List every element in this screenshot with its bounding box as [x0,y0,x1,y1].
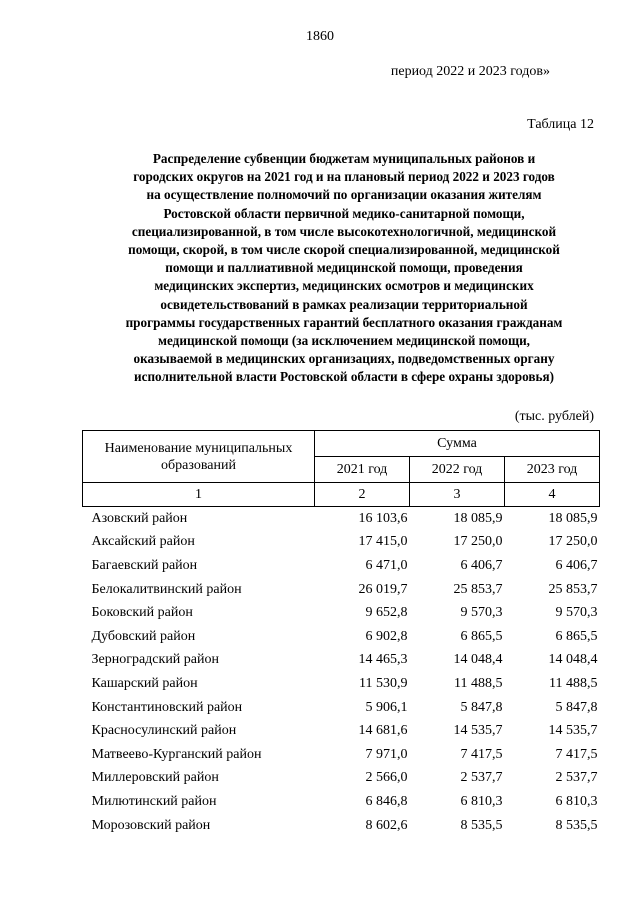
column-number: 4 [505,483,600,507]
table-label: Таблица 12 [527,117,594,132]
header-year-2023: 2023 год [505,457,600,483]
amount-2022: 11 488,5 [454,675,503,691]
column-number: 1 [83,483,315,507]
amount-2023: 14 048,4 [548,652,598,668]
title-line: городских округов на 2021 год и на плановый период 2022 и 2023 годов [133,169,555,185]
table-row [83,696,600,720]
title-line: специализированной, в том числе высокотехнологичной, медицинской [131,223,557,239]
title-line: исполнительной власти Ростовской области в сфере охраны здоровья) [134,369,554,385]
column-number: 3 [410,483,505,507]
title-line: Ростовской области первичной медико-санитарной помощи, [163,205,525,221]
table-row [83,531,600,555]
table-row [83,578,600,602]
table-row [83,601,600,625]
title-line: медицинской помощи (за исключением медицинской помощи, [158,333,530,349]
header-municipality: Наименование муниципальных образований [83,431,315,483]
table-row [83,672,600,696]
municipality-name: Красносулинский район [91,723,237,739]
amount-2022: 14 535,7 [453,723,503,739]
amount-2021: 16 103,6 [358,510,408,526]
title-line: оказываемой в медицинских организациях, подведомственных органу [133,351,555,367]
table-row [83,554,600,578]
title-line: Распределение субвенции бюджетам муниципальных районов и [152,151,536,166]
amount-2022: 25 853,7 [453,581,503,597]
amount-2023: 14 535,7 [548,723,598,739]
table-row [83,814,600,838]
amount-2022: 17 250,0 [453,534,503,550]
units-label: (тыс. рублей) [514,409,594,424]
amount-2021: 6 902,8 [365,628,408,644]
municipality-name: Миллеровский район [91,770,219,786]
title-line: помощи, скорой, в том числе скорой специализированной, медицинской [128,242,560,258]
amount-2022: 5 847,8 [460,699,503,715]
amount-2021: 5 906,1 [365,699,408,715]
amount-2022: 14 048,4 [453,652,503,668]
municipality-name: Боковский район [91,605,193,621]
table-row [83,790,600,814]
amount-2021: 26 019,7 [358,581,408,597]
municipality-name: Кашарский район [91,675,198,691]
table-title [80,150,608,387]
amount-2023: 11 488,5 [549,675,598,691]
amount-2021: 7 971,0 [365,746,408,762]
municipality-name: Константиновский район [91,699,243,715]
amount-2023: 2 537,7 [555,770,598,786]
amount-2023: 8 535,5 [555,817,598,833]
amount-2022: 6 865,5 [460,628,503,644]
table-row [83,743,600,767]
table-row [83,649,600,673]
amount-2021: 6 846,8 [365,793,408,809]
title-line: помощи и паллиативной медицинской помощи, проведения [165,260,523,276]
amount-2021: 2 566,0 [365,770,408,786]
amount-2021: 6 471,0 [365,557,408,573]
title-line: освидетельствований в рамках реализации территориальной [160,296,528,312]
title-line: медицинских экспертиз, медицинских осмотров и медицинских [154,278,534,294]
municipality-name: Матвеево-Курганский район [91,746,262,762]
amount-2023: 18 085,9 [548,510,598,526]
page-number: 1860 [306,29,334,44]
municipality-name: Белокалитвинский район [91,581,242,597]
amount-2022: 7 417,5 [460,746,503,762]
amount-2021: 17 415,0 [358,534,408,550]
amount-2022: 8 535,5 [460,817,503,833]
municipality-name: Аксайский район [91,534,195,550]
title-line: программы государственных гарантий бесплатного оказания гражданам [125,314,563,330]
municipality-name: Милютинский район [91,793,217,809]
municipality-name: Азовский район [91,510,188,526]
amount-2023: 6 810,3 [555,793,598,809]
amount-2022: 2 537,7 [460,770,503,786]
budget-table [82,430,600,837]
title-line: на осуществление полномочий по организации оказания жителям [146,187,542,203]
amount-2021: 11 530,9 [359,675,408,691]
column-number: 2 [315,483,410,507]
table-body [83,507,600,838]
amount-2023: 6 865,5 [555,628,598,644]
amount-2023: 17 250,0 [548,534,598,550]
amount-2023: 25 853,7 [548,581,598,597]
municipality-name: Зерноградский район [91,652,219,668]
amount-2022: 18 085,9 [453,510,503,526]
table-row [83,767,600,791]
amount-2023: 5 847,8 [555,699,598,715]
municipality-name: Морозовский район [91,817,211,833]
table-row [83,507,600,531]
amount-2022: 6 406,7 [460,557,503,573]
amount-2023: 6 406,7 [555,557,598,573]
header-year-2022: 2022 год [410,457,505,483]
amount-2022: 9 570,3 [460,605,503,621]
amount-2021: 9 652,8 [365,605,408,621]
amount-2023: 9 570,3 [555,605,598,621]
amount-2021: 14 465,3 [358,652,408,668]
header-year-2021: 2021 год [315,457,410,483]
amount-2023: 7 417,5 [555,746,598,762]
amount-2021: 8 602,6 [365,817,408,833]
table-row [83,625,600,649]
municipality-name: Багаевский район [91,557,198,573]
amount-2022: 6 810,3 [460,793,503,809]
continuation-text: период 2022 и 2023 годов» [390,64,550,79]
header-sum: Сумма [315,431,600,457]
municipality-name: Дубовский район [91,628,196,644]
table-row [83,719,600,743]
amount-2021: 14 681,6 [358,723,408,739]
